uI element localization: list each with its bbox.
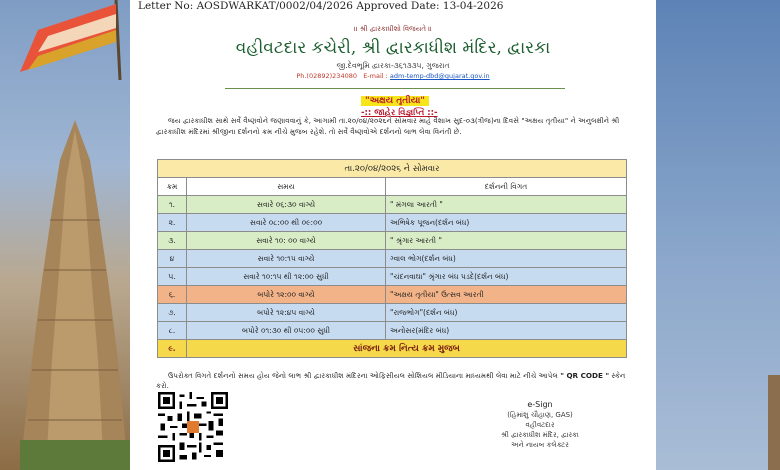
notice-title: -:: જાહેર વિજ્ઞપ્તિ ::- <box>361 108 438 118</box>
row-time: બપોરે ૧૨:૪૫ વાગ્યે <box>187 304 386 322</box>
table-row <box>158 232 627 250</box>
row-detail: સાંજના ક્રમ નિત્ય ક્રમ મુજબ <box>187 340 627 358</box>
table-row <box>158 322 627 340</box>
row-number: ૭. <box>158 304 187 322</box>
signatory-office: શ્રી દ્વારકાધીશ મંદિર, દ્વારકા <box>501 431 579 439</box>
office-address: જી.દેવભૂમિ દ્વારકા-૩૬૧૩૩૫, ગુજરાત <box>336 61 450 70</box>
row-number: ૪ <box>158 250 187 268</box>
office-title: વહીવટદાર કચેરી, શ્રી દ્વારકાધીશ મંદિર, દ્વારકા <box>235 38 551 58</box>
table-row <box>158 214 627 232</box>
qr-code-label: " QR CODE " <box>560 371 610 380</box>
row-time: સવારે ૧૦:૧૫ થી ૧૨:૦૦ સુધી <box>187 268 386 286</box>
qr-code-image[interactable] <box>158 392 228 462</box>
footer-note-text: ઉપરોક્ત વિગતે દર્શનનો સમય હોય જેનો લાભ શ્રી દ્વારકાધીશ મંદિરના ઓફિસીયલ સોશિયલ મીડિયાના માધ્યમથી લેવા માટે નીચે આપેલ <box>168 371 558 380</box>
row-time: બપોરે ૧૨:૦૦ વાગ્યે <box>187 286 386 304</box>
table-row <box>158 304 627 322</box>
row-number: ૫. <box>158 268 187 286</box>
intro-paragraph: જય દ્વારકાધીશ સાથે સર્વે વૈષ્ણવોને જણાવવાનું કે, આગામી તા.૨૦/૦૪/૨૦૨૬ને સોમવાર માહે વૈશાખ સુદ-૦૩(ત્રીજ)ના દિવસે "અક્ષય તૃતીયા" ને અનુલક્ષીને શ્રી દ્વારકાધીશ મંદિરમાં શ્રીજીના દર્શનનો ક્રમ નીચે મુજબ રહેશે. તો સર્વે વૈષ્ણવોએ દર્શનનો લાભ લેવા વિનંતી છે. <box>156 116 620 136</box>
signatory-designation: વહીવટદાર <box>525 421 555 429</box>
table-row <box>158 268 627 286</box>
col-detail-header: દર્શનની વિગત <box>386 178 627 196</box>
temple-flag <box>8 0 128 80</box>
contact-line <box>130 72 656 80</box>
temple-photo-left <box>0 0 130 470</box>
row-time: બપોરે ૦૧:૩૦ થી ૦૫:૦૦ સુધી <box>187 322 386 340</box>
table-row <box>158 286 627 304</box>
occasion-title: "અક્ષય તૃતીયા" <box>361 96 429 106</box>
row-time: સવારે ૦૬:૩૦ વાગ્યે <box>187 196 386 214</box>
row-number: ૯. <box>158 340 187 358</box>
row-detail: "રાજભોગ"(દર્શન બંધ) <box>386 304 627 322</box>
darshan-schedule-table <box>157 159 627 358</box>
tower-edge <box>768 375 780 470</box>
row-detail: અનોસર(મંદિર બંધ) <box>386 322 627 340</box>
email-label: E-mail : <box>363 72 388 80</box>
row-number: ૩. <box>158 232 187 250</box>
email-link[interactable]: adm-temp-dbd@gujarat.gov.in <box>389 72 490 80</box>
row-detail: "ચંદનવાઘા" શ્રૃંગાર બંધ પડદે(દર્શન બંધ) <box>386 268 627 286</box>
signatory-name: (હિમાંશુ ચૌહાણ, GAS) <box>507 411 573 419</box>
row-number: ૮. <box>158 322 187 340</box>
temple-tower-illustration <box>20 120 130 470</box>
table-row <box>158 250 627 268</box>
col-number-header: ક્રમ <box>158 178 187 196</box>
e-sign-label: e-Sign <box>527 400 553 409</box>
schedule-date: તા.૨૦/૦૪/૨૦૨૬ ને સોમવાર <box>158 160 627 178</box>
row-number: ૨. <box>158 214 187 232</box>
table-row <box>158 340 627 358</box>
letter-number: Letter No: AOSDWARKAT/0002/04/2026 Approved Date: 13-04-2026 <box>138 0 504 12</box>
e-sign-block <box>460 400 620 450</box>
notice-document <box>130 0 656 470</box>
temple-photo-right <box>656 0 780 470</box>
footer-note <box>156 371 632 391</box>
schedule-header-row <box>158 178 627 196</box>
phone-number: Ph.(02892)234080 <box>296 72 357 80</box>
row-number: ૬. <box>158 286 187 304</box>
row-time: સવારે ૧૦:૧૫ વાગ્યે <box>187 250 386 268</box>
footer-note-end: સ્કેન કરો. <box>156 371 626 390</box>
row-detail: " મંગલા આરતી " <box>386 196 627 214</box>
schedule-date-row <box>158 160 627 178</box>
signatory-role: અને નાયબ કલેક્ટર <box>511 441 569 449</box>
row-detail: " શ્રૃંગાર આરતી " <box>386 232 627 250</box>
row-detail: ગ્વાલ ભોગ(દર્શન બંધ) <box>386 250 627 268</box>
row-detail: અભિષેક પૂજન(દર્શન બંધ) <box>386 214 627 232</box>
row-detail: "અક્ષય તૃતીયા" ઉત્સવ આરતી <box>386 286 627 304</box>
row-time: સવારે ૦૮:૦૦ થી ૦૯:૦૦ <box>187 214 386 232</box>
table-row <box>158 196 627 214</box>
col-time-header: સમય <box>187 178 386 196</box>
tagline: ॥ શ્રી દ્વારકાધીશો વિજયતે ॥ <box>354 25 432 33</box>
header-divider <box>225 88 565 89</box>
row-number: ૧. <box>158 196 187 214</box>
row-time: સવારે ૧૦: ૦૦ વાગ્યે <box>187 232 386 250</box>
